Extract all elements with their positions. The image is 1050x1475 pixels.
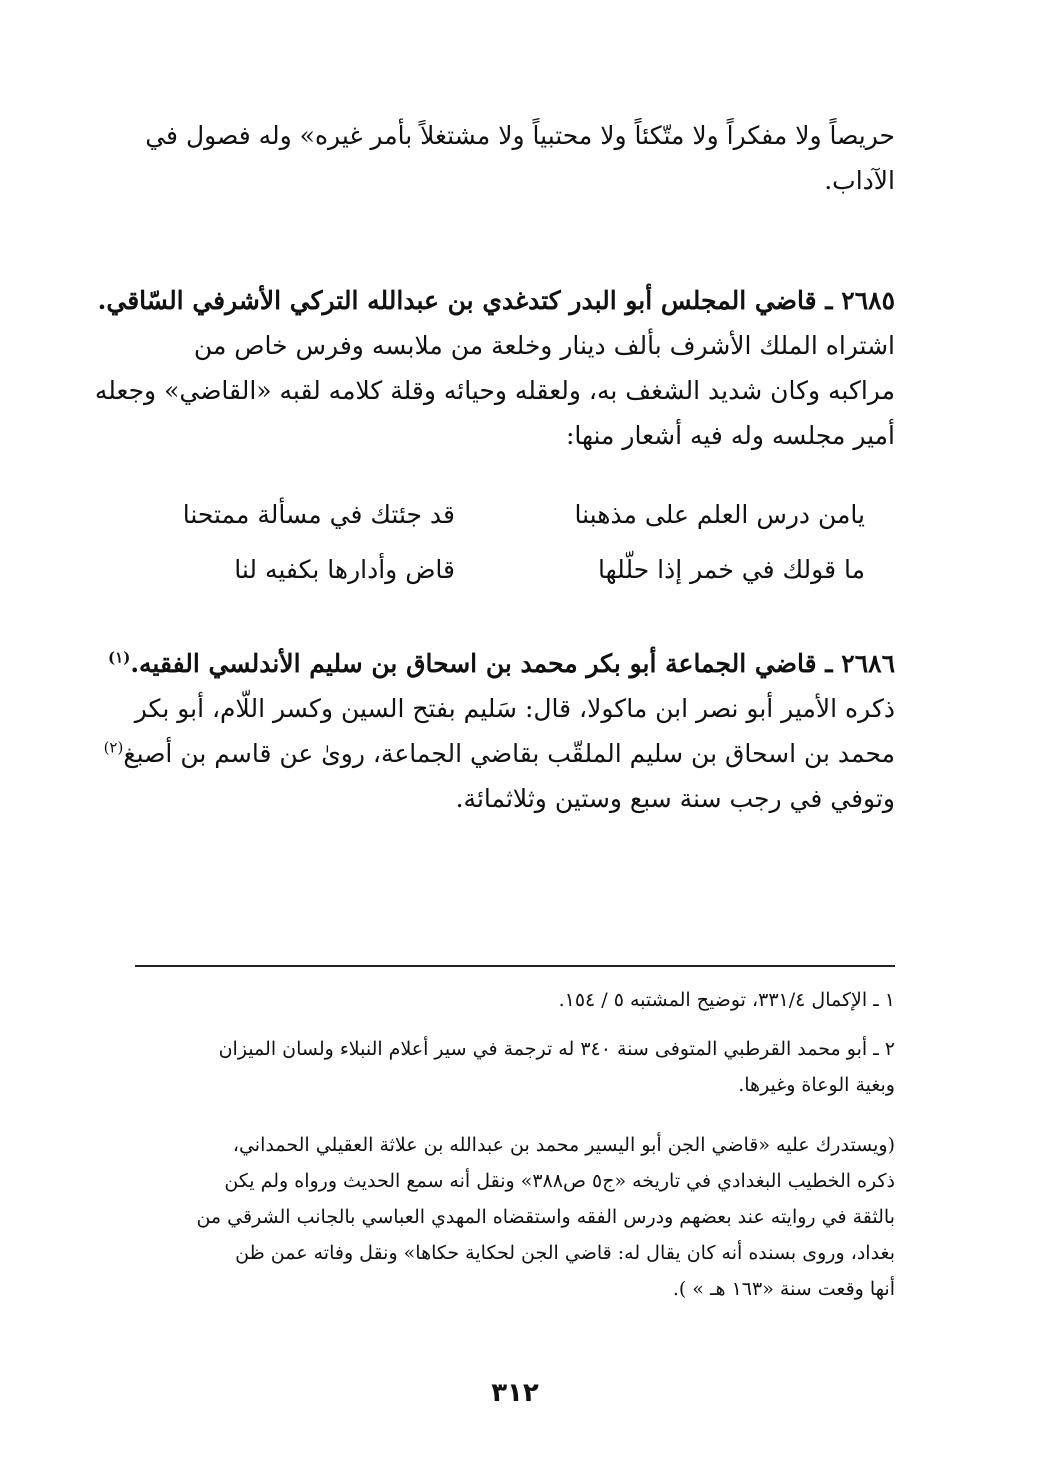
- entry-heading: ٢٦٨٥ ـ قاضي المجلس أبو البدر كتدغدي بن عبدالله التركي الأشرفي السّاقي.: [97, 286, 895, 315]
- footnote-line: بغداد، وروى بسنده أنه كان يقال له: قاضي الجن لحكاية حكاها» ونقل وفاته عمن ظن: [235, 1242, 895, 1264]
- verse-row: [135, 487, 895, 542]
- footnote-1: [135, 982, 895, 1018]
- verse-second-hemistich: قاض وأدارها بكفيه لنا: [234, 555, 455, 584]
- footnote-separator: [135, 965, 895, 967]
- text-line: الآداب.: [824, 166, 895, 195]
- verse-row: [135, 542, 895, 597]
- footnote-line: ٢ ـ أبو محمد القرطبي المتوفى سنة ٣٤٠ له ترجمة في سير أعلام النبلاء ولسان الميزان: [218, 1038, 895, 1060]
- entry-heading-text: ٢٦٨٦ ـ قاضي الجماعة أبو بكر محمد بن اسحاق بن سليم الأندلسي الفقيه.: [130, 649, 895, 678]
- footnote-line: أنها وقعت سنة «١٦٣ هـ » ).: [672, 1278, 895, 1300]
- previous-entry-ending: [135, 113, 895, 203]
- text-line: مراكبه وكان شديد الشغف به، ولعقله وحيائه وقلة كلامه لقبه «القاضي» وجعله: [94, 376, 895, 405]
- verse-first-hemistich: ما قولك في خمر إذا حلّلها: [598, 555, 865, 584]
- text-line: وتوفي في رجب سنة سبع وستين وثلاثمائة.: [455, 784, 895, 813]
- entry-heading: [108, 641, 895, 686]
- text-line-content: محمد بن اسحاق بن سليم الملقّب بقاضي الجماعة، روىٰ عن قاسم بن أصبغ: [123, 739, 895, 768]
- footnote-ref-1: (١): [108, 648, 131, 667]
- page-number: ٣١٢: [491, 1378, 539, 1408]
- text-line: أمير مجلسه وله فيه أشعار منها:: [565, 421, 895, 450]
- footnote-2: [135, 1031, 895, 1103]
- footnote-line: بالثقة في روايته عند بعضهم ودرس الفقه واستقضاه المهدي العباسي بالجانب الشرقي من: [196, 1206, 895, 1228]
- verse-second-hemistich: قد جئتك في مسألة ممتحنا: [182, 500, 455, 529]
- text-line: [103, 731, 895, 776]
- entry-2685: [94, 278, 895, 458]
- footnote-line: ١ ـ الإكمال ٣٣١/٤، توضيح المشتبه ٥ / ١٥٤.: [558, 989, 895, 1011]
- poem-verses: [135, 487, 895, 597]
- footnote-line: وبغية الوعاة وغيرها.: [738, 1074, 895, 1096]
- book-page: [94, 0, 895, 1475]
- footnote-line: (ويستدرك عليه «قاضي الجن أبو اليسير محمد بن عبدالله بن علاثة العقيلي الحمداني،: [232, 1134, 895, 1156]
- footnote-addendum: [135, 1127, 895, 1307]
- footnote-ref-2: (٢): [103, 738, 124, 757]
- text-line: حريصاً ولا مفكراً ولا متّكئاً ولا محتبياً ولا مشتغلاً بأمر غيره» وله فصول في: [145, 121, 895, 150]
- footnote-line: ذكره الخطيب البغدادي في تاريخه «ج٥ ص٣٨٨» ونقل أنه سمع الحديث ورواه ولم يكن: [224, 1170, 895, 1192]
- entry-2686: [103, 641, 895, 821]
- verse-first-hemistich: يامن درس العلم على مذهبنا: [574, 500, 865, 529]
- text-line: ذكره الأمير أبو نصر ابن ماكولا، قال: سَليم بفتح السين وكسر اللّام، أبو بكر: [134, 694, 895, 723]
- text-line: اشتراه الملك الأشرف بألف دينار وخلعة من ملابسه وفرس خاص من: [193, 331, 895, 360]
